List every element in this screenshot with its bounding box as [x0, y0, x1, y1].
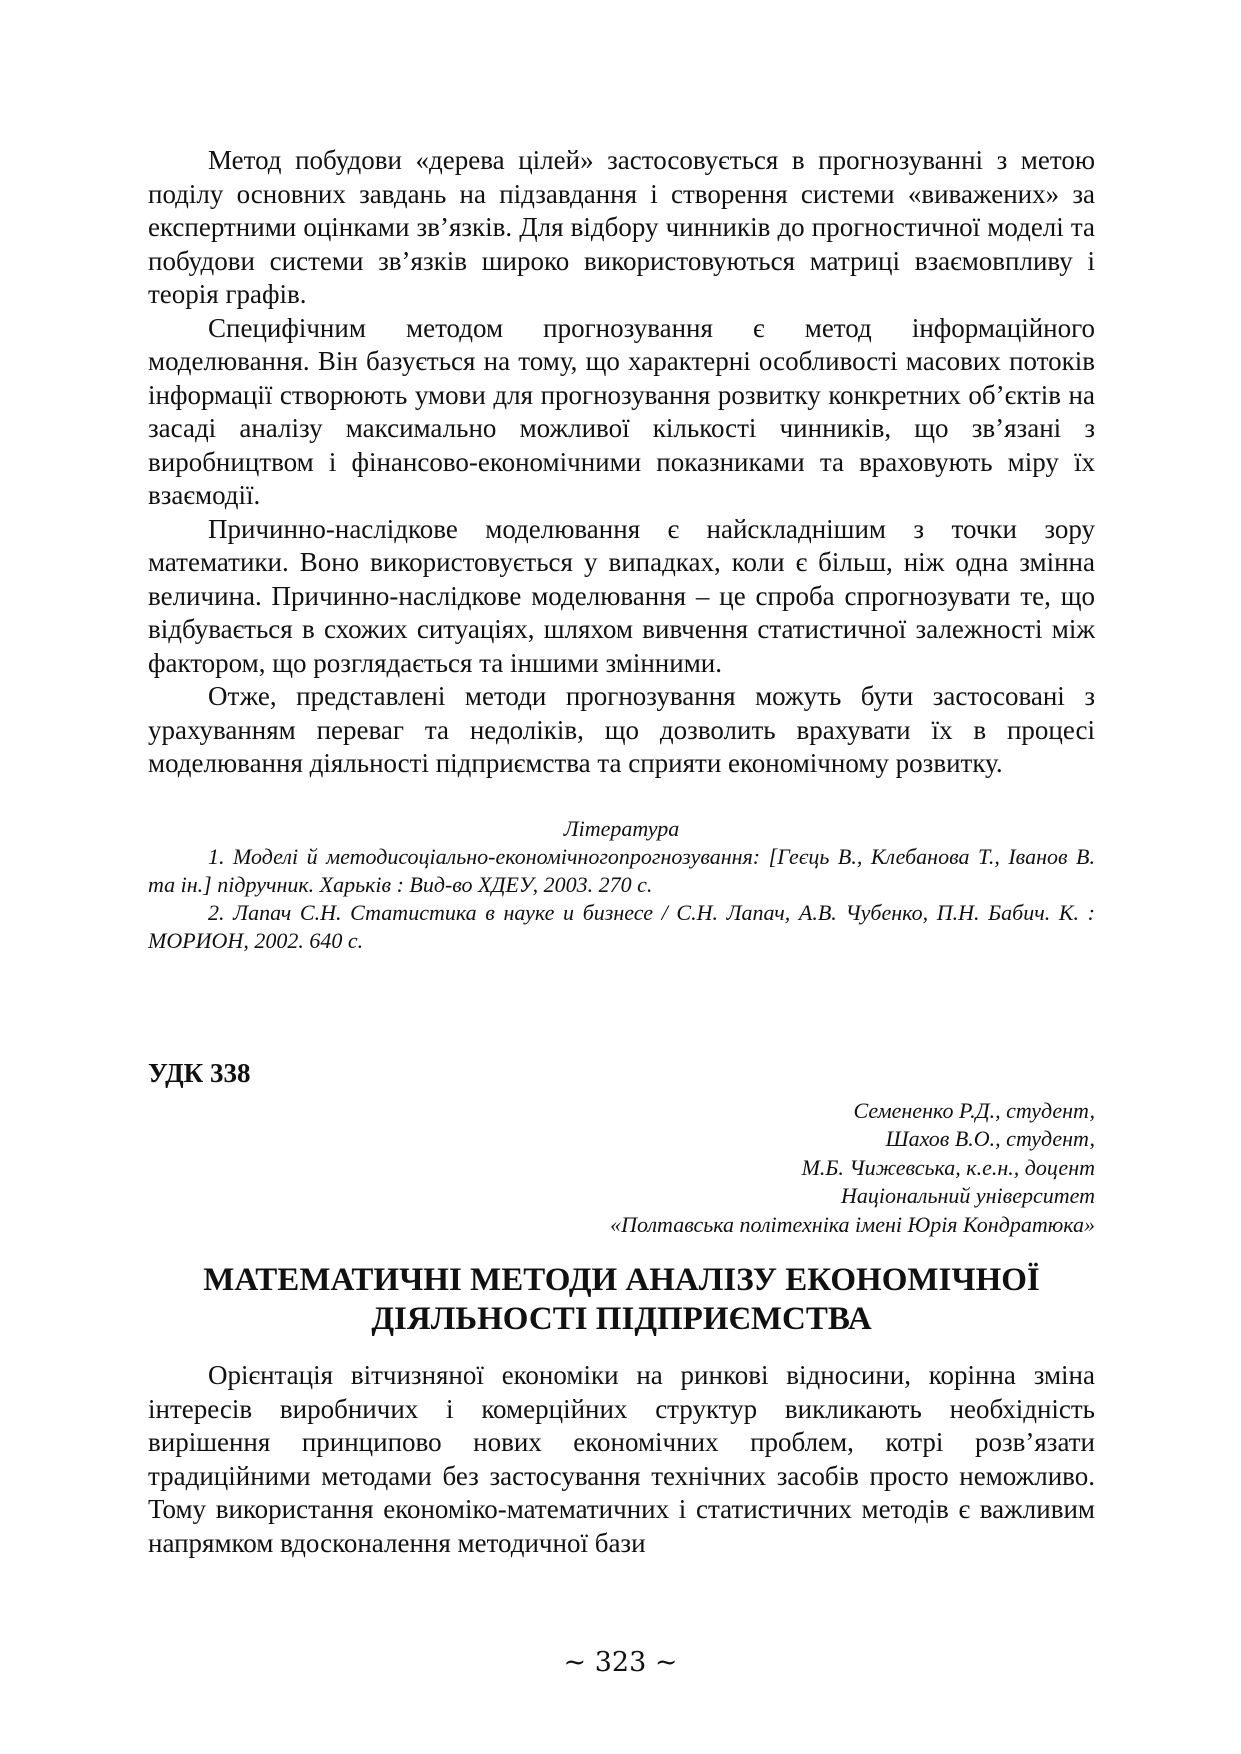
article-title-line: ДІЯЛЬНОСТІ ПІДПРИЄМСТВА [371, 1301, 872, 1337]
paragraph-goal-tree: Метод побудови «дерева цілей» застосовується в прогнозуванні з метою поділу основних завдань на підзавдання і створення системи «виважених» за експертними оцінками зв’язків. Для відбору чинників до прогностичної моделі та побудови системи зв’язків широко використовуються матриці взаємовпливу і теорія графів. [148, 145, 1095, 309]
article-title-line: МАТЕМАТИЧНІ МЕТОДИ АНАЛІЗУ ЕКОНОМІЧНОЇ [203, 1262, 1040, 1298]
literature-item: 1. Моделі й методисоціально-економічногопрогнозування: [Геєць В., Клебанова Т., Іванов В. та ін.] підручник. Харьків : Вид-во ХДЕУ, 2003. 270 с. [148, 843, 1095, 897]
author-line: Семененко Р.Д., студент, [853, 1097, 1095, 1123]
page-number: ~ 323 ~ [563, 1647, 678, 1678]
paragraph-information-modeling: Специфічним методом прогнозування є метод інформаційного моделювання. Він базується на тому, що характерні особливості масових потоків інформації створюють умови для прогнозування розвитку конкретних об’єктів на засаді аналізу максимально можливої кількості чинників, що зв’язані з виробництвом і фінансово-економічними показниками та враховують міру їх взаємодії. [148, 312, 1095, 510]
author-line: Шахов В.О., студент, [885, 1126, 1095, 1151]
paragraph-conclusion: Отже, представлені методи прогнозування можуть бути застосовані з урахуванням переваг та недоліків, що дозволить врахувати їх в процесі моделювання діяльності підприємства та сприяти економічному розвитку. [148, 681, 1095, 778]
affiliation-line: Національний університет [840, 1183, 1095, 1208]
udk-code: УДК 338 [148, 1057, 251, 1088]
paragraph-causal-modeling: Причинно-наслідкове моделювання є найскладнішим з точки зору математики. Воно використовується у випадках, коли є більш, ніж одна змінна величина. Причинно-наслідкове моделювання – це спроба спрогнозувати те, що відбувається в схожих ситуаціях, шляхом вивчення статистичної залежності між фактором, що розглядається та іншими змінними. [148, 513, 1095, 678]
author-block [148, 1097, 1095, 1240]
literature-heading: Література [563, 815, 680, 841]
literature-item: 2. Лапач С.Н. Статистика в науке и бизнесе / С.Н. Лапач, А.В. Чубенко, П.Н. Бабич. К. : МОРИОН, 2002. 640 с. [148, 899, 1095, 953]
affiliation-line: «Полтавська політехніка імені Юрія Кондратюка» [610, 1211, 1095, 1237]
page-content [148, 144, 1095, 1560]
author-line: М.Б. Чижевська, к.е.н., доцент [801, 1154, 1095, 1180]
article-title [148, 1261, 1095, 1339]
paragraph-orientation: Орієнтація вітчизняної економіки на ринкові відносини, корінна зміна інтересів виробничих і комерційних структур викликають необхідність вирішення принципово нових економічних проблем, котрі розв’язати традиційними методами без застосування технічних засобів просто неможливо. Тому використання економіко-математичних і статистичних методів є важливим напрямком вдосконалення методичної бази [148, 1360, 1095, 1558]
